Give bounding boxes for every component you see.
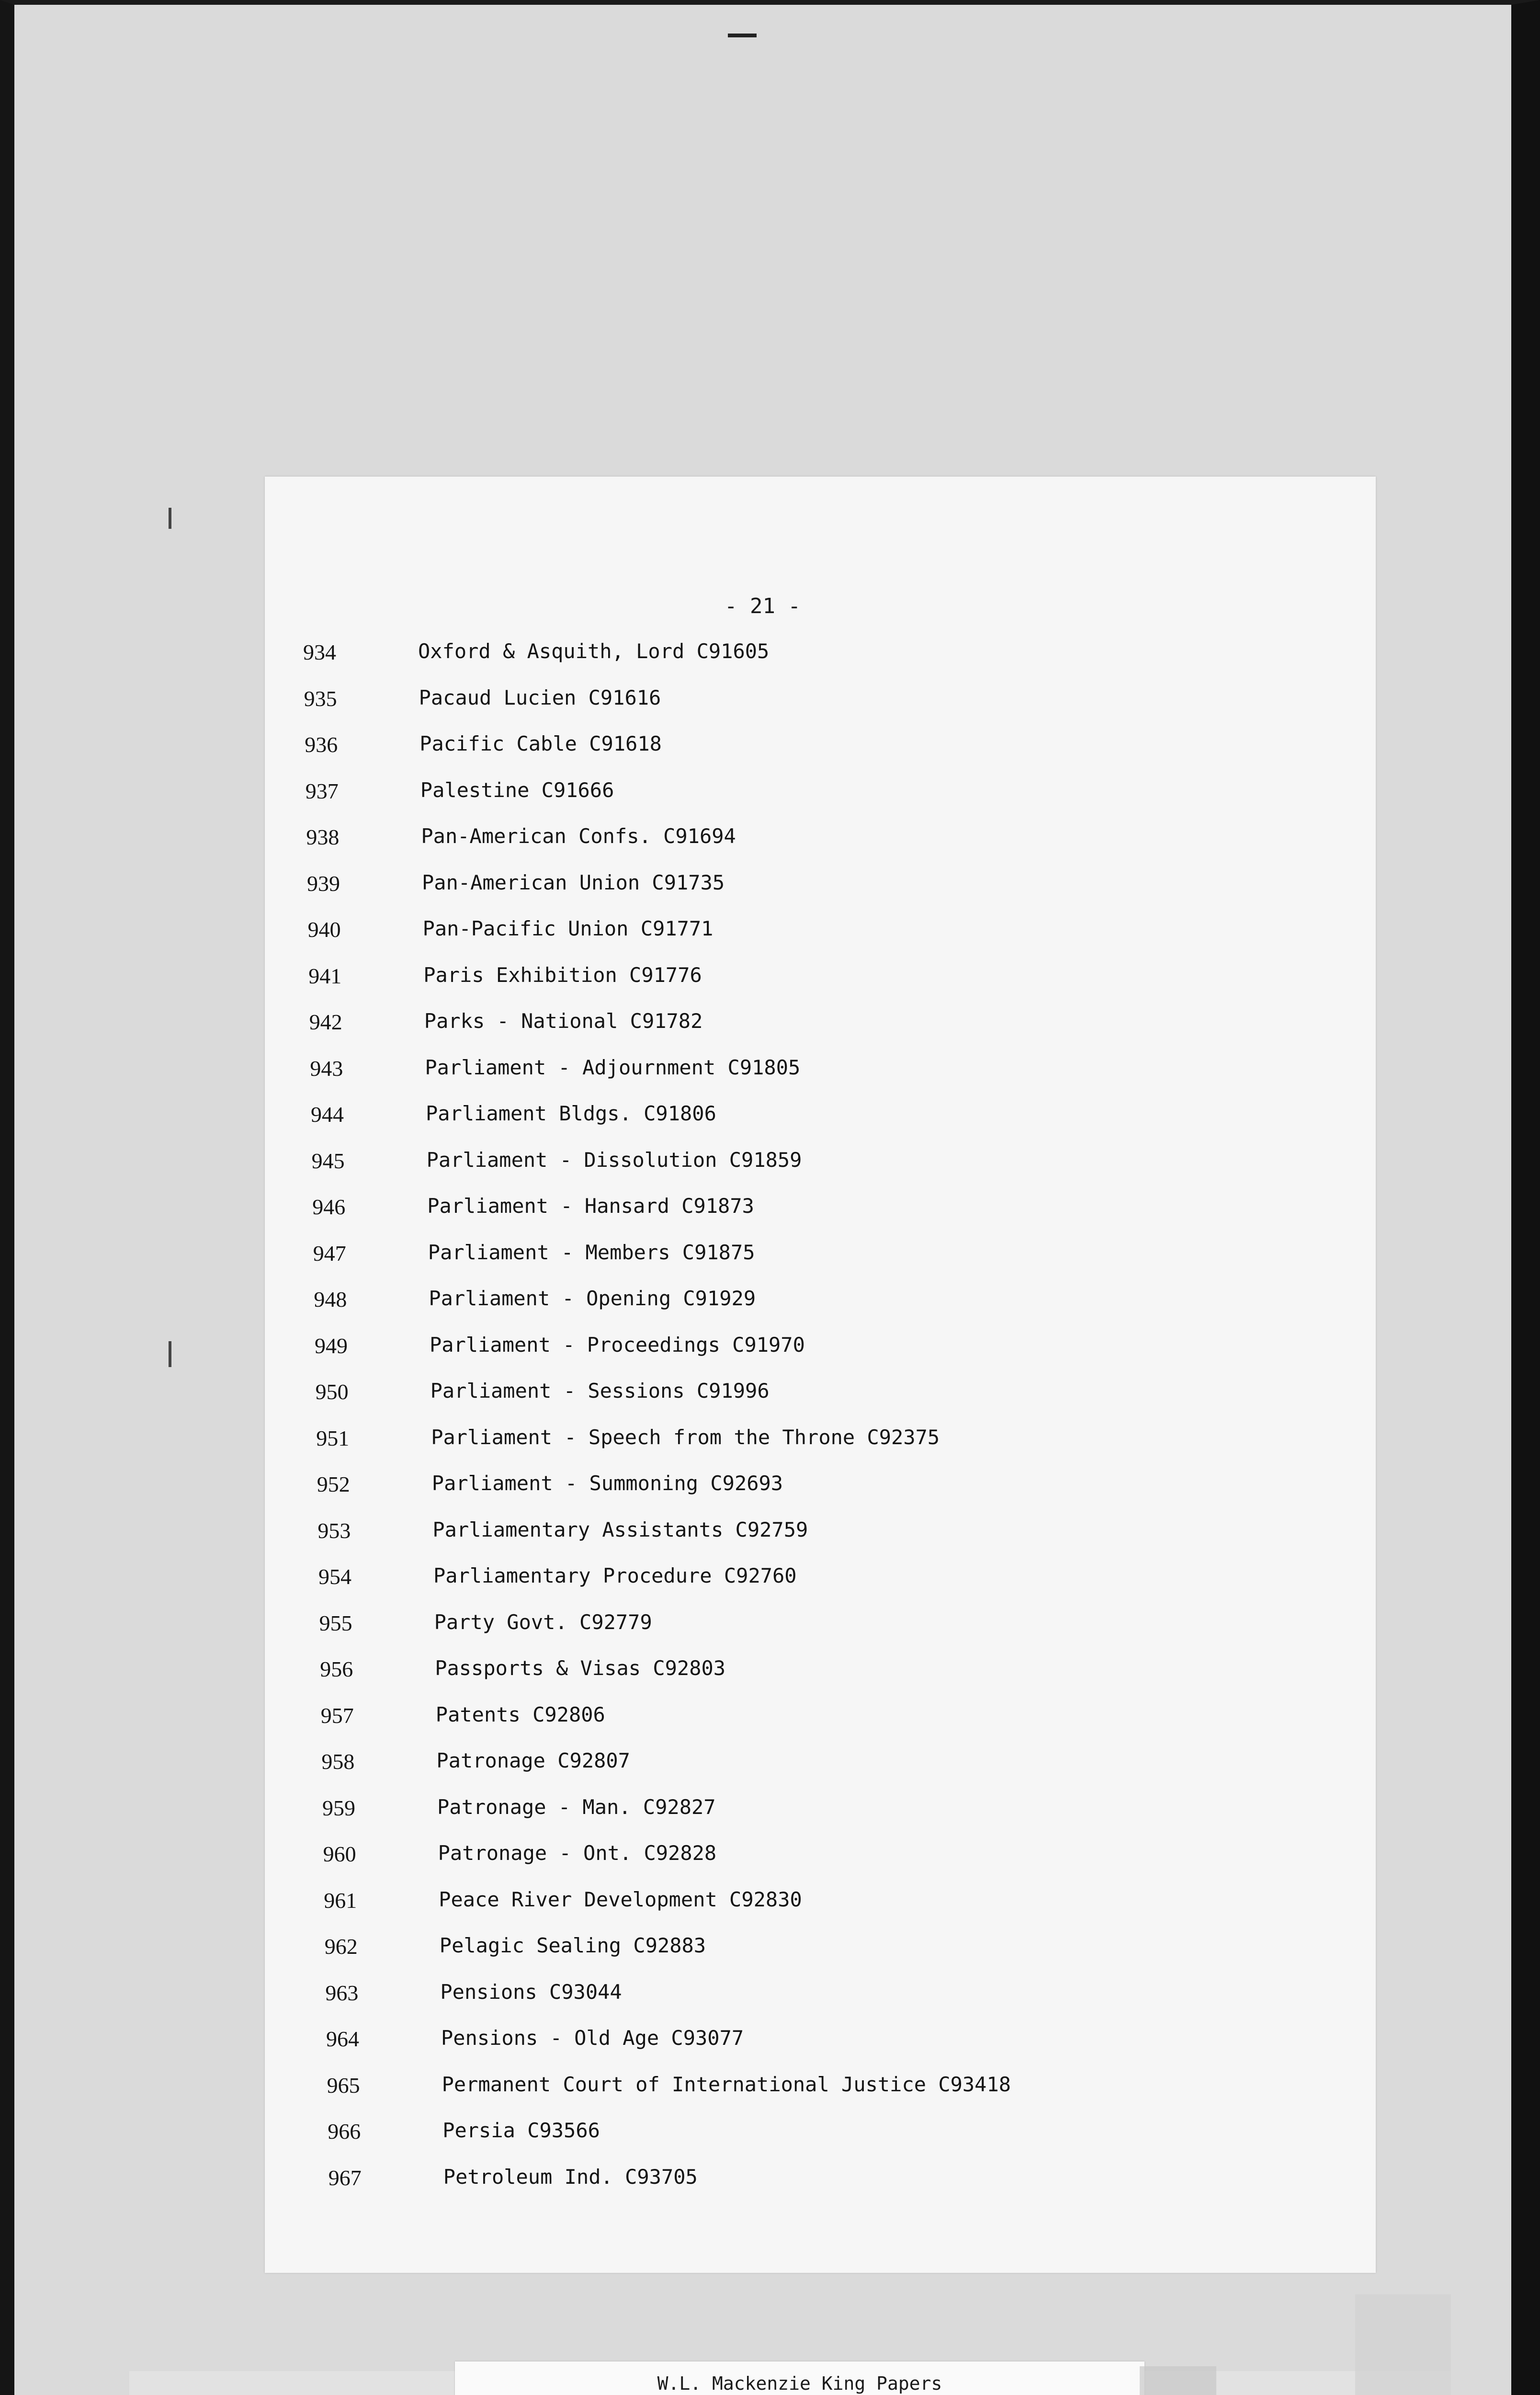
entry-text: Pan-American Union C91735 [422,870,725,894]
entry-number: 951 [316,1426,350,1450]
entry-number: 960 [323,1842,356,1866]
document-page [265,477,1376,2273]
tape-strip [1355,2294,1451,2395]
entry-text: Parliament - Speech from the Throne C92375 [431,1425,940,1449]
entry-number: 943 [310,1056,343,1081]
list-item [278,1426,1389,1459]
entry-text: Passports & Visas C92803 [435,1656,726,1680]
list-item [271,1009,1382,1043]
entry-text: Parliament - Summoning C92693 [431,1471,783,1495]
entry-text: Pan-Pacific Union C91771 [422,917,713,940]
entry-number: 937 [305,778,339,803]
entry-text: Patents C92806 [435,1702,605,1726]
list-item [281,1610,1392,1644]
list-item [287,1980,1398,2014]
entry-text: Pensions C93044 [440,1980,622,2004]
entry-number: 948 [314,1287,347,1312]
list-item [276,1333,1387,1367]
entry-text: Pelagic Sealing C92883 [439,1934,706,1957]
entry-text: Parliamentary Procedure C92760 [433,1564,797,1587]
entry-text: Pacaud Lucien C91616 [419,685,661,709]
entry-text: Patronage - Ont. C92828 [438,1841,717,1865]
entry-text: Permanent Court of International Justice C93418 [442,2072,1011,2096]
list-item [275,1287,1386,1320]
tape-strip [1140,2366,1216,2395]
entry-text: Petroleum Ind. C93705 [443,2165,698,2189]
collection-title: W.L. Mackenzie King Papers [657,2373,942,2394]
list-item [272,1102,1383,1135]
page-number: - 21 - [725,594,801,618]
entry-number: 952 [317,1472,350,1496]
entry-text: Patronage - Man. C92827 [437,1795,716,1819]
list-item [270,963,1381,997]
entry-text: Pensions - Old Age C93077 [441,2026,744,2050]
list-item [266,732,1377,765]
entry-text: Pan-American Confs. C91694 [421,824,736,848]
index-entry-list [265,477,1376,2273]
entry-text: Paris Exhibition C91776 [423,963,702,987]
entry-number: 950 [315,1380,349,1404]
entry-text: Parliament Bldgs. C91806 [426,1102,716,1125]
entry-number: 966 [328,2119,361,2144]
entry-text: Parliament - Opening C91929 [429,1287,756,1310]
list-item [279,1471,1390,1505]
list-item [286,1934,1397,1967]
entry-number: 941 [308,963,342,988]
entry-number: 946 [312,1195,346,1219]
entry-number: 949 [315,1333,348,1358]
entry-number: 959 [322,1795,355,1820]
entry-text: Parliament - Adjournment C91805 [425,1055,801,1079]
entry-number: 956 [320,1657,353,1681]
list-item [284,1795,1395,1829]
list-item [288,2026,1399,2060]
entry-text: Pacific Cable C91618 [419,732,662,755]
entry-number: 964 [326,2027,359,2051]
list-item [265,639,1376,673]
entry-text: Parliament - Hansard C91873 [427,1194,754,1218]
entry-text: Palestine C91666 [420,778,614,802]
list-item [280,1564,1391,1597]
entry-number: 935 [304,686,337,711]
list-item [272,1056,1382,1089]
entry-text: Parliament - Members C91875 [428,1240,755,1264]
entry-number: 957 [320,1703,354,1728]
entry-number: 945 [311,1148,345,1173]
entry-number: 961 [324,1888,357,1913]
list-item [282,1656,1393,1690]
list-item [277,1379,1388,1413]
entry-number: 962 [324,1934,358,1959]
entry-text: Parliament - Proceedings C91970 [430,1333,805,1357]
entry-text: Peace River Development C92830 [439,1887,802,1911]
entry-text: Persia C93566 [442,2119,600,2142]
entry-number: 934 [303,640,336,664]
list-item [279,1518,1390,1551]
entry-number: 947 [313,1241,346,1266]
entry-number: 955 [319,1610,352,1635]
frame-top-mark [728,34,757,37]
list-item [290,2165,1401,2199]
entry-text: Party Govt. C92779 [434,1610,652,1634]
list-item [283,1749,1394,1782]
entry-text: Parliament - Sessions C91996 [430,1379,770,1403]
collection-label [455,2361,1144,2395]
list-item [266,686,1377,719]
list-item [274,1194,1385,1228]
list-item [268,824,1379,858]
list-item [285,1888,1396,1921]
list-item [273,1148,1384,1182]
list-item [289,2073,1400,2106]
entry-text: Oxford & Asquith, Lord C91605 [418,639,770,663]
entry-number: 939 [307,871,340,896]
entry-number: 967 [328,2165,362,2190]
entry-number: 940 [307,917,341,942]
list-item [267,778,1378,812]
list-item [285,1841,1396,1875]
entry-number: 958 [321,1749,355,1774]
entry-number: 942 [309,1010,342,1034]
entry-number: 965 [327,2073,360,2098]
entry-text: Patronage C92807 [436,1749,630,1772]
list-item [289,2119,1400,2152]
entry-number: 953 [317,1518,351,1543]
frame-edge-mark [169,508,171,529]
list-item [269,871,1380,904]
frame-edge-mark [169,1341,171,1367]
entry-number: 936 [305,732,338,757]
list-item [275,1241,1386,1274]
entry-text: Parliamentary Assistants C92759 [432,1517,808,1541]
entry-number: 944 [311,1102,344,1127]
entry-text: Parks - National C91782 [424,1009,703,1033]
list-item [283,1703,1393,1736]
entry-number: 954 [318,1564,351,1589]
entry-number: 963 [325,1980,359,2005]
entry-text: Parliament - Dissolution C91859 [426,1148,802,1172]
list-item [270,917,1381,950]
entry-number: 938 [306,825,340,849]
